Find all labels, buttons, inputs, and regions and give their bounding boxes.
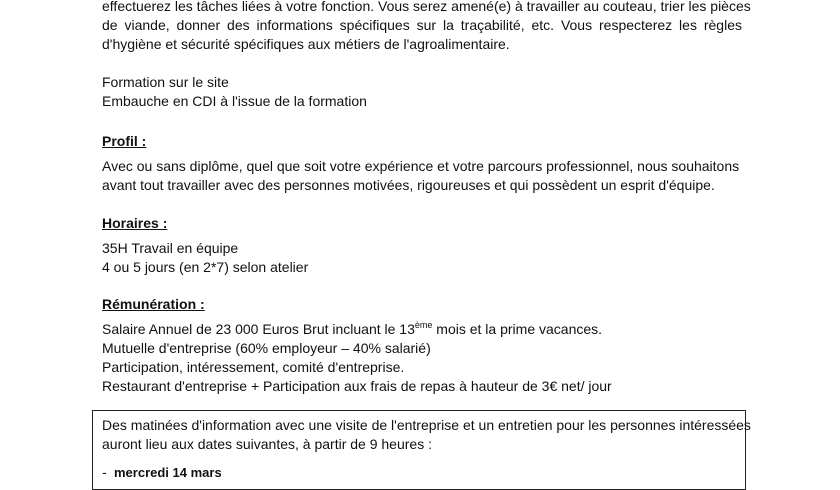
horaires-paragraph: [102, 239, 742, 277]
formation-paragraph: [102, 73, 742, 111]
horaires-heading: Horaires :: [102, 215, 168, 231]
list-bullet: -: [102, 464, 107, 480]
horaires-line: 4 ou 5 jours (en 2*7) selon atelier: [102, 259, 309, 275]
horaires-line: 35H Travail en équipe: [102, 240, 239, 256]
formation-line: Embauche en CDI à l'issue de la formation: [102, 93, 367, 109]
remuneration-line: Participation, intéressement, comité d'entreprise.: [102, 359, 405, 375]
profil-paragraph: [102, 157, 742, 195]
remuneration-line: Mutuelle d'entreprise (60% employeur – 40% salarié): [102, 340, 431, 356]
remuneration-heading: Rémunération :: [102, 296, 205, 312]
salary-text: Salaire Annuel de 23 000 Euros Brut incluant le 13: [102, 321, 415, 337]
profil-line: avant tout travailler avec des personnes motivées, rigoureuses et qui possèdent un esprit d'équipe.: [102, 177, 715, 193]
info-line: auront lieu aux dates suivantes, à partir de 9 heures :: [102, 436, 432, 452]
formation-line: Formation sur le site: [102, 74, 229, 90]
salary-superscript: ème: [414, 320, 433, 330]
date-list-item: [102, 463, 222, 482]
info-line: Des matinées d'information avec une visite de l'entreprise et un entretien pour les personnes intéressées: [102, 417, 751, 433]
info-paragraph: [102, 416, 751, 454]
mission-line: d'hygiène et sécurité spécifiques aux métiers de l'agroalimentaire.: [102, 36, 510, 52]
remuneration-paragraph: [102, 320, 742, 396]
profil-line: Avec ou sans diplôme, quel que soit votre expérience et votre parcours professionnel, nous souhaitons: [102, 158, 740, 174]
date-label: mercredi 14 mars: [114, 465, 222, 480]
mission-line: de viande, donner des informations spécifiques sur la traçabilité, etc. Vous respecterez les règles: [102, 17, 742, 33]
salary-line: [102, 320, 742, 339]
profil-heading: Profil :: [102, 133, 147, 149]
mission-line: effectuerez les tâches liées à votre fonction. Vous serez amené(e) à travailler au couteau, trier les pièces: [102, 0, 751, 14]
salary-text-end: mois et la prime vacances.: [432, 321, 603, 337]
mission-paragraph: [102, 0, 751, 54]
remuneration-line: Restaurant d'entreprise + Participation aux frais de repas à hauteur de 3€ net/ jour: [102, 378, 612, 394]
info-box: [92, 410, 751, 490]
